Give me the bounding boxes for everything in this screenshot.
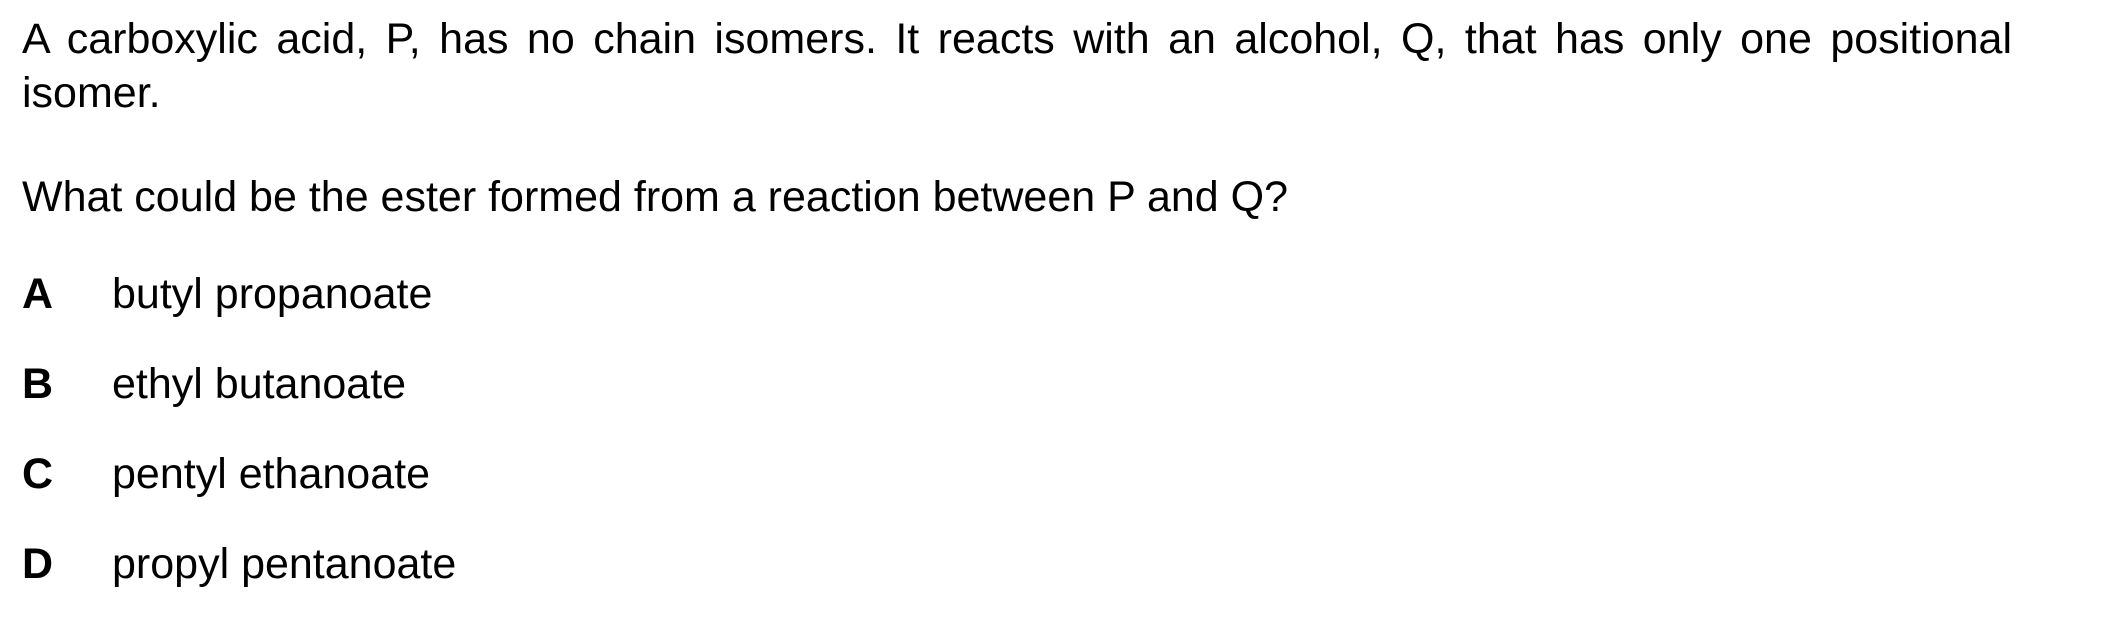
option-a-letter: A xyxy=(22,270,54,318)
option-c-letter: C xyxy=(22,450,54,498)
option-b-text: ethyl butanoate xyxy=(112,360,407,408)
option-a[interactable] xyxy=(22,267,432,321)
option-c-text: pentyl ethanoate xyxy=(112,450,430,498)
option-b[interactable] xyxy=(22,357,406,411)
question-stem: A carboxylic acid, P, has no chain isomers. It reacts with an alcohol, Q, that has only one positional isomer. xyxy=(22,15,2012,117)
option-d-text: propyl pentanoate xyxy=(112,540,457,588)
question-prompt: What could be the ester formed from a reaction between P and Q? xyxy=(22,173,1289,221)
option-d[interactable] xyxy=(22,537,456,591)
option-b-letter: B xyxy=(22,360,54,408)
option-a-text: butyl propanoate xyxy=(112,270,433,318)
option-c[interactable] xyxy=(22,447,430,501)
option-d-letter: D xyxy=(22,540,54,588)
